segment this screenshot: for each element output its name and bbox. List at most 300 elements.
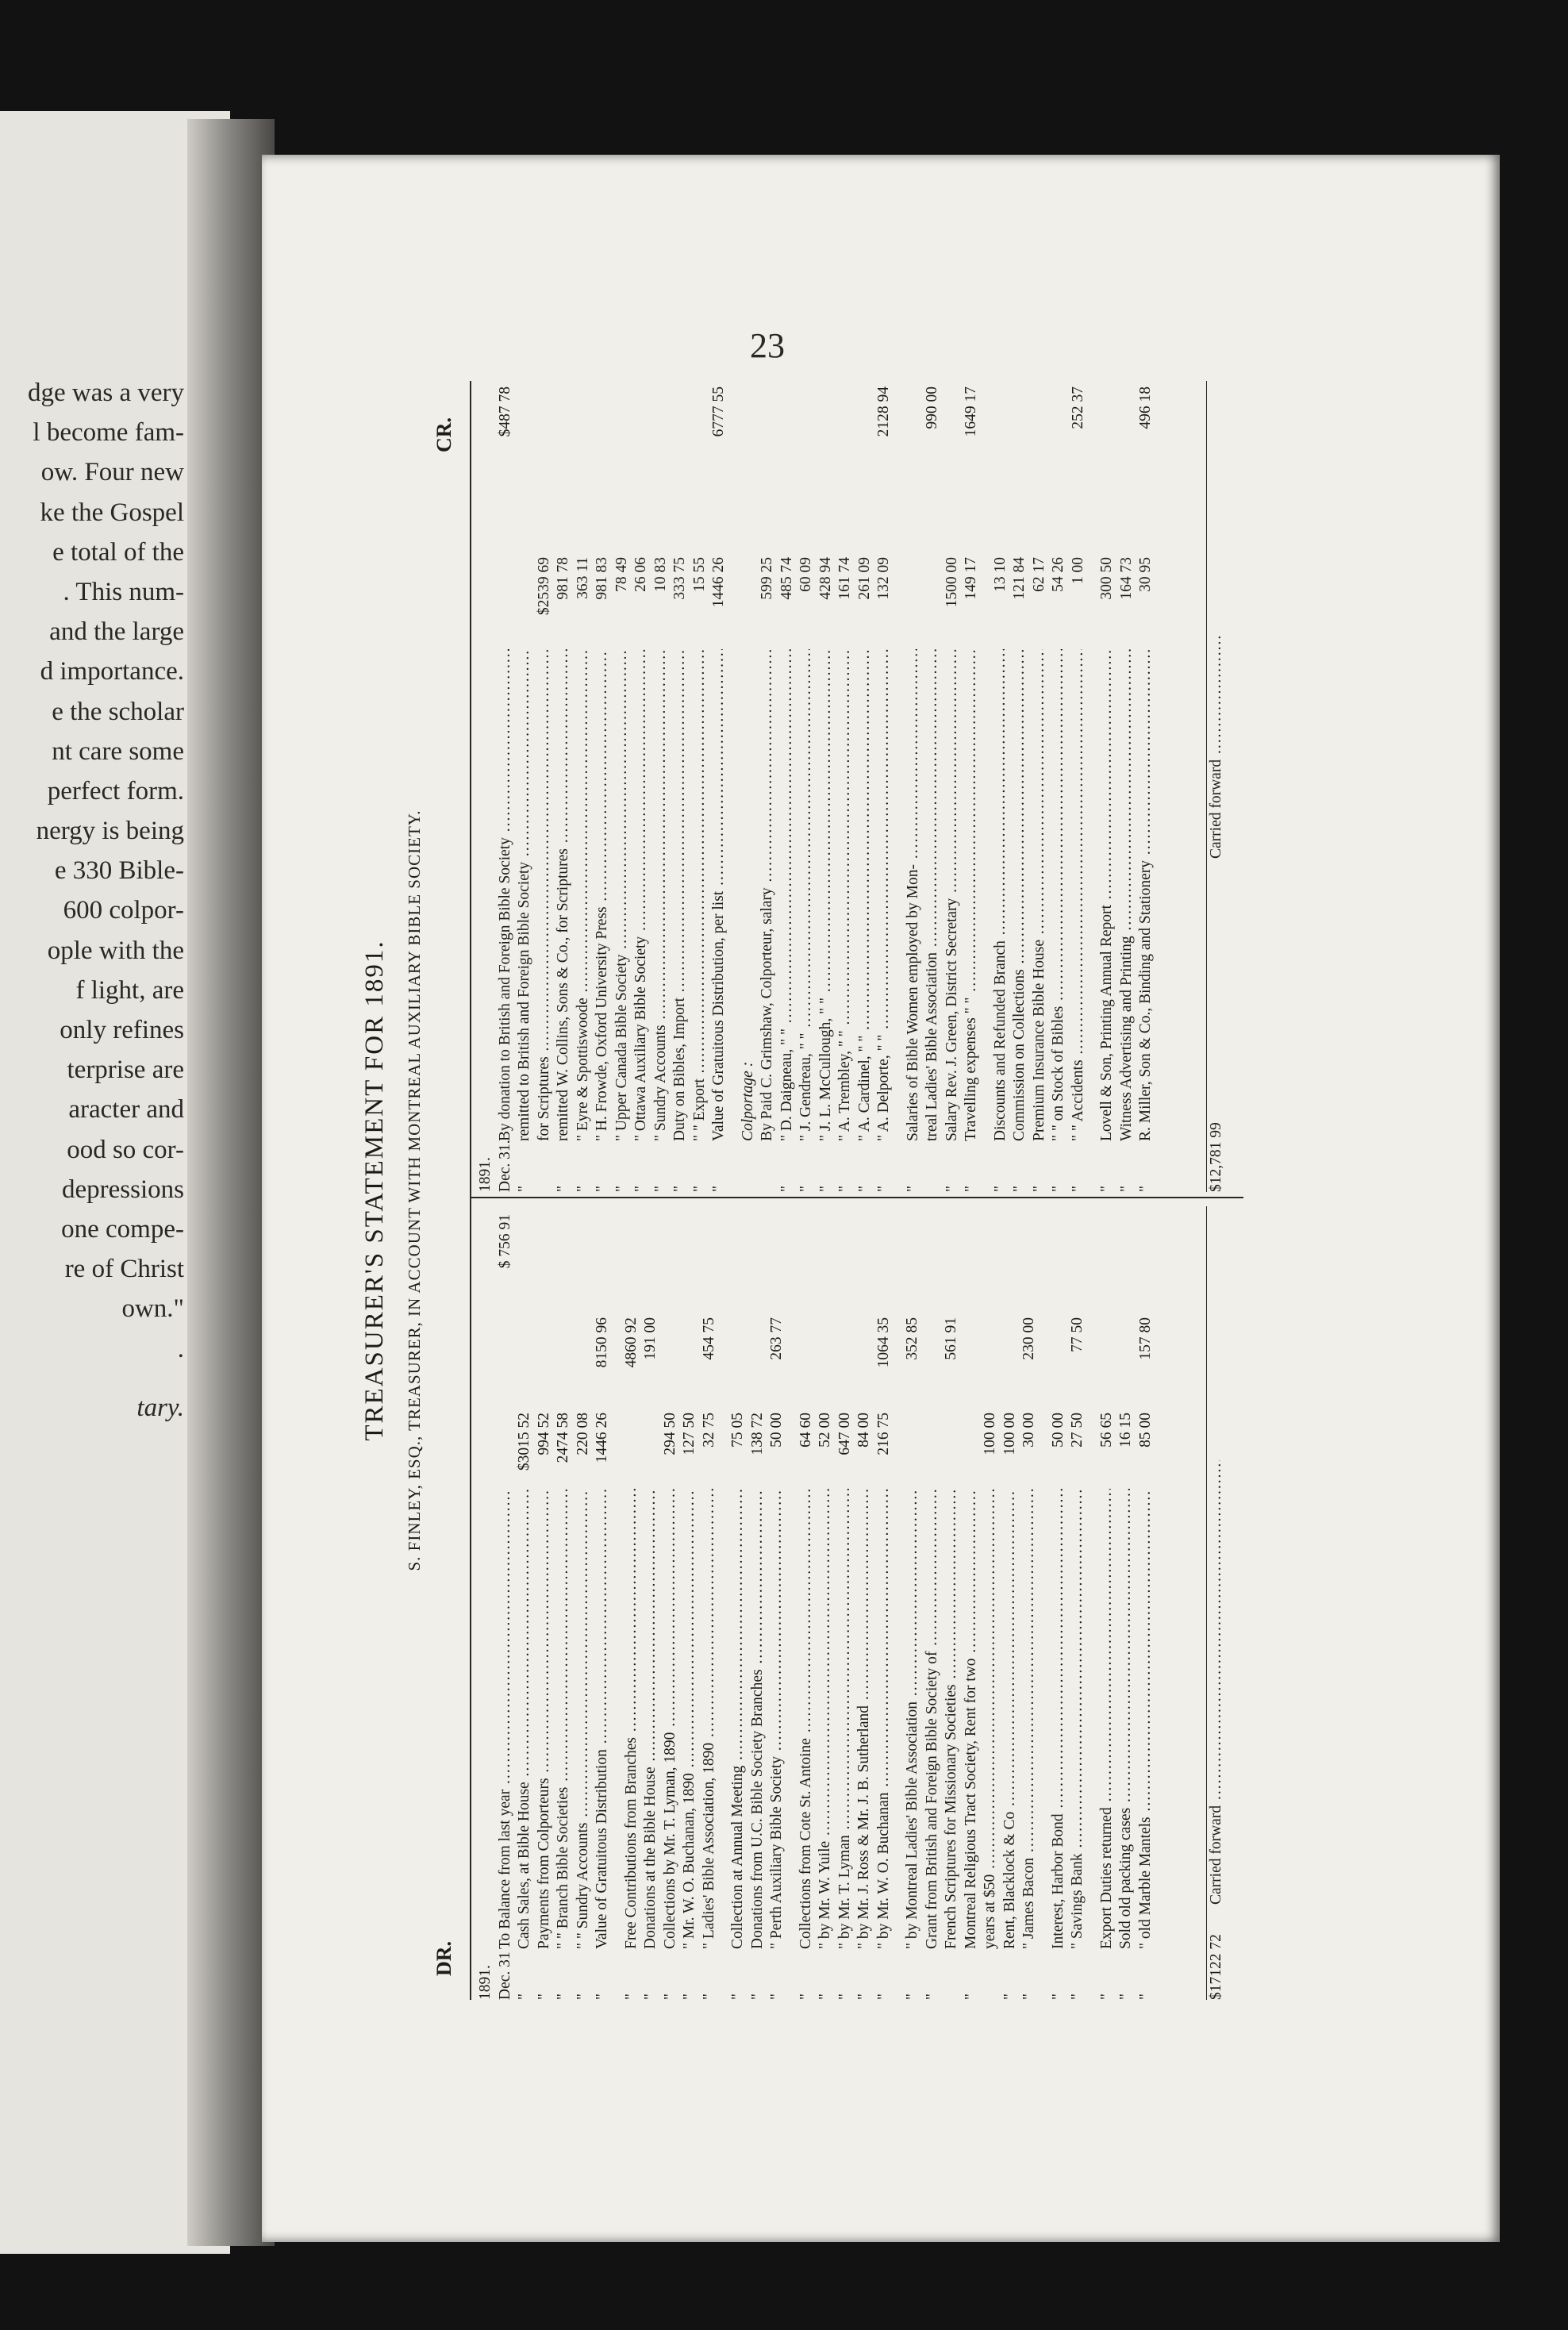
ledger-row [894,381,904,1192]
ledger-row [729,381,739,1192]
text-line: nergy is being [36,817,184,846]
entry-date: " [923,1994,940,2000]
entry-description: " Perth Auxiliary Bible Society ..... [767,1489,787,1949]
ledger-row [1020,1206,1040,2000]
entry-date: " [904,1186,921,1192]
entry-date: " [661,1994,678,2000]
entry-total: 252 37 [1069,386,1086,429]
ledger-row [797,1206,817,2000]
ledger-row [739,381,759,1192]
entry-amount: 333 75 [671,557,688,600]
entry-description: Lovell & Son, Printing Annual Report ..... [1097,649,1117,1141]
entry-description: " Sundry Accounts ..... [651,649,671,1141]
credit-column [476,381,1156,1192]
ledger-row [651,381,671,1192]
ledger-row [680,1206,700,2000]
entry-description: French Scriptures for Missionary Societies ..... [942,1489,962,1949]
entry-description: " Eyre & Spottiswoode ..... [574,649,594,1141]
entry-amount: 64 60 [797,1413,814,1448]
entry-description: Rent, Blacklock & Co ..... [1001,1489,1020,1949]
entry-date: " [632,1186,649,1192]
ledger-row [1116,1206,1136,2000]
entry-date: " [1098,1186,1115,1192]
entry-total: 6777 55 [710,386,727,437]
entry-date: " [651,1186,669,1192]
entry-date: " [874,1994,892,2000]
treasurer-statement [360,381,1270,2000]
text-line: aracter and [68,1095,184,1125]
entry-description: " by Mr. T. Lyman ..... [836,1489,855,1949]
entry-description: By donation to British and Foreign Bible Society ..... [496,649,516,1141]
ledger-row [632,381,651,1192]
entry-amount: 30 95 [1137,557,1154,592]
entry-description: " Upper Canada Bible Society ..... [613,649,632,1141]
entry-date: " [594,1994,610,2000]
ledger-row [1049,1206,1069,2000]
entry-date: " [516,1186,532,1192]
entry-total: 2128 94 [875,386,892,437]
entry-date: " [555,1186,571,1192]
entry-description: " by Mr. W. O. Buchanan ..... [874,1489,894,1949]
entry-description: " " Export ..... [690,649,710,1141]
entry-amount: 485 74 [778,557,795,600]
entry-date: " [594,1186,610,1192]
entry-date: " [574,1186,591,1192]
entry-amount: 15 55 [690,557,708,592]
entry-date: " [1117,1186,1135,1192]
entry-description: Discounts and Refunded Branch ..... [991,649,1011,1141]
entry-amount: 60 09 [797,557,814,592]
ledger-row [535,1206,555,2000]
entry-date: " [516,1994,532,2000]
entry-amount: 56 65 [1097,1413,1115,1448]
header-rule [470,381,471,2000]
entry-date: " [855,1186,873,1192]
text-line: re of Christ [64,1255,184,1284]
entry-description: Travelling expenses " " ..... [962,649,982,1141]
text-line: 600 colpor- [63,896,184,925]
entry-date: Dec. 31. [496,1140,513,1192]
ledger-row [1068,1206,1088,2000]
ledger-row [797,381,817,1192]
entry-total: $487 78 [496,386,513,437]
entry-date: " [817,1994,833,2000]
entry-amount: 2474 58 [555,1413,571,1463]
entry-description: Cash Sales, at Bible House ..... [515,1489,535,1949]
ledger-row [690,381,710,1192]
entry-amount: 599 25 [759,557,775,600]
entry-description: Collections by Mr. T. Lyman, 1890 ..... [661,1489,681,1949]
text-line: e total of the [52,537,184,567]
text-line: one compe- [61,1214,184,1244]
entry-date: " [768,1994,785,2000]
ledger-row [1049,381,1069,1192]
ledger-row [855,1206,874,2000]
statement-title: TREASURER'S STATEMENT FOR 1891. [360,940,389,1441]
entry-date: " [1011,1186,1028,1192]
entry-amount: 981 83 [594,557,610,600]
ledger-row [836,1206,855,2000]
ledger-row [903,1206,923,2000]
ledger-row [613,1206,622,2000]
entry-amount: 1446 26 [594,1413,610,1463]
ledger-row [728,1206,748,2000]
entry-amount: 85 00 [1136,1413,1154,1448]
entry-description: Value of Gratuitous Distribution, per list ..... [709,649,729,1141]
text-line: perfect form. [47,776,184,806]
ledger-row [641,1206,661,2000]
entry-amount: 100 00 [982,1413,998,1455]
entry-description: treal Ladies' Bible Association ..... [923,649,943,1141]
entry-amount: 149 17 [963,557,979,600]
ledger-row [1069,381,1089,1192]
entry-description: " by Mr. J. Ross & Mr. J. B. Sutherland ..... [855,1489,874,1949]
entry-amount: 16 15 [1117,1413,1134,1448]
entry-description: years at $50 ..... [981,1489,1001,1949]
entry-description: " by Mr. W. Yuile ..... [816,1489,836,1949]
carried-forward-amount: $12,781 99 [1208,1122,1224,1192]
entry-amount: 1446 26 [710,557,727,608]
text-line: . This num- [63,577,184,606]
entry-date: " [836,1994,853,2000]
text-line: terprise are [67,1055,184,1085]
ledger-row [787,1206,797,2000]
entry-amount: 26 06 [632,557,649,592]
entry-date: " [642,1994,659,2000]
entry-date: " [700,1994,717,2000]
entry-subtotal: 230 00 [1020,1317,1037,1360]
entry-subtotal: 157 80 [1136,1317,1154,1360]
text-line: ow. Four new [40,458,184,487]
text-line: nt care some [52,736,184,766]
entry-date: " [1069,1186,1086,1192]
entry-total: 1649 17 [963,386,979,437]
entry-amount: 164 73 [1117,557,1135,600]
entry-description: Salary Rev. J. Green, District Secretary ..... [943,649,963,1141]
entry-date: " [963,1186,979,1192]
entry-description: Premium Insurance Bible House ..... [1030,649,1050,1141]
ledger-row [1136,1206,1156,2000]
entry-description: Grant from British and Foreign Bible Society of ..... [923,1489,943,1949]
entry-description: " " Sundry Accounts ..... [574,1489,594,1949]
debit-column [476,1206,1155,2000]
ledger-row [894,1206,903,2000]
entry-description: remitted to British and Foreign Bible Society ..... [515,649,535,1141]
entry-date: " [778,1186,795,1192]
entry-description: Value of Gratuitous Distribution ..... [593,1489,613,1949]
entry-description: for Scriptures ..... [535,649,555,1141]
entry-date: " [535,1994,552,2000]
ledger-row [991,381,1011,1192]
entry-description: Salaries of Bible Women employed by Mon- ..... [904,649,924,1141]
entry-date: " [836,1186,853,1192]
entry-description: Export Duties returned ..... [1097,1489,1117,1949]
entry-subtotal: 1064 35 [874,1317,892,1368]
entry-date: " [1137,1186,1154,1192]
ledger-row [962,381,982,1192]
entry-subtotal: 8150 96 [594,1317,610,1368]
entry-description: Donations from U.C. Bible Society Branches ..... [748,1489,768,1949]
text-line: depressions [62,1175,184,1204]
entry-amount: 981 78 [555,557,571,600]
entry-amount: 428 94 [817,557,834,600]
carried-forward-label: Carried forward ..... [1207,1460,1227,1905]
entry-description: Free Contributions from Branches ..... [622,1489,642,1949]
entry-date: 1891. [477,1157,494,1192]
ledger-row [855,381,875,1192]
ledger-row [515,1206,535,2000]
entry-amount: 50 00 [768,1413,785,1448]
entry-date: " [574,1994,591,2000]
entry-date: " [855,1994,872,2000]
entry-amount: 161 74 [836,557,853,600]
entry-amount: 363 11 [574,557,591,599]
ledger-row [942,1206,962,2000]
center-rule [470,1197,1243,1198]
ledger-row [1088,381,1097,1192]
ledger-row [1136,381,1156,1192]
entry-description: R. Miller, Son & Co., Binding and Stationery ..... [1136,649,1156,1141]
entry-amount: 75 05 [729,1413,746,1448]
entry-amount: 52 00 [817,1413,833,1448]
entry-description: " by Montreal Ladies' Bible Association ..... [903,1489,923,1949]
entry-date: " [875,1186,892,1192]
statement-subtitle: S. FINLEY, ESQ., TREASURER, IN ACCOUNT WITH MONTREAL AUXILIARY BIBLE SOCIETY. [405,809,424,1571]
entry-amount: 300 50 [1098,557,1115,600]
ledger-row [904,381,924,1192]
ledger-row [767,1206,787,2000]
entry-description: Collection at Annual Meeting ..... [728,1489,748,1949]
entry-description: " J. L. McCullough, " " ..... [817,649,836,1141]
ledger-row [748,1206,768,2000]
text-line: ople with the [47,936,184,965]
entry-date: " [710,1186,727,1192]
ledger-row [817,381,836,1192]
ledger-row [1010,381,1030,1192]
text-line: e the scholar [52,697,184,726]
entry-description: By Paid C. Grimshaw, Colporteur, salary ..... [758,649,778,1141]
entry-description: " Ladies' Bible Association, 1890 ..... [700,1489,720,1949]
entry-total: 496 18 [1137,386,1154,429]
entry-amount: 10 83 [651,557,669,592]
entry-amount: 138 72 [748,1413,766,1455]
ledger-row [982,381,991,1192]
entry-amount: 54 26 [1050,557,1066,592]
entry-date: Dec. 31 [496,1951,513,2000]
entry-date: " [748,1994,766,2000]
ledger-row [496,381,516,1192]
entry-description: " J. Gendreau, " " ..... [797,649,817,1141]
text-line: ood so cor- [67,1135,184,1164]
entry-description: " " Branch Bible Societies ..... [554,1489,574,1949]
ledger-row [923,1206,943,2000]
entry-total: 990 00 [924,386,940,429]
entry-date: " [1020,1994,1037,2000]
ledger-row [554,1206,574,2000]
entry-description: " " Accidents ..... [1069,649,1089,1141]
entry-description: " D. Daigneau, " " ..... [778,649,797,1141]
entry-amount: 994 52 [535,1413,552,1455]
entry-description: Commission on Collections ..... [1010,649,1030,1141]
carried-forward-label: Carried forward ..... [1207,636,1227,859]
ledger-row [874,381,894,1192]
debit-label: DR. [432,1940,455,1976]
entry-subtotal: 191 00 [642,1317,659,1360]
ledger-row [1097,381,1117,1192]
entry-description: Donations at the Bible House ..... [641,1489,661,1949]
entry-description: " old Marble Mantels ..... [1136,1489,1156,1949]
ledger-row [574,381,594,1192]
entry-amount: 27 50 [1069,1413,1086,1448]
entry-description: Collections from Cote St. Antoine ..... [797,1489,817,1949]
entry-description: " A. Cardinel, " " ..... [855,649,875,1141]
page-number: 23 [750,326,785,365]
ledger-row [778,381,797,1192]
entry-date: " [1049,1994,1066,2000]
ledger-row [613,381,632,1192]
text-line: dge was a very [27,379,184,407]
ledger-row [719,1206,728,2000]
entry-date: " [613,1186,630,1192]
entry-date: " [1117,1994,1134,2000]
entry-date: " [622,1994,640,2000]
entry-date: " [962,1994,979,2000]
ledger-row [496,1206,516,2000]
ledger-row [874,1206,894,2000]
entry-amount: 78 49 [613,557,630,592]
entry-amount: 62 17 [1030,557,1047,592]
entry-date: " [1136,1994,1154,2000]
entry-date: " [729,1994,746,2000]
entry-date: " [991,1186,1009,1192]
entry-date: " [904,1994,920,2000]
ledger-row [476,381,496,1192]
signature-fragment: tary. [136,1393,184,1422]
ledger-row [1040,1206,1049,2000]
ledger-row [593,381,613,1192]
entry-date: " [943,1186,960,1192]
entry-date: " [797,1186,814,1192]
ledger-row [476,1206,496,2000]
entry-description: Payments from Colporteurs ..... [535,1489,555,1949]
ledger-row [981,1206,1001,2000]
entry-amount: 30 00 [1020,1413,1037,1448]
credit-carried-forward [1206,381,1231,1192]
ledger-row [535,381,555,1192]
text-line: f light, are [75,975,184,1005]
entry-date: 1891. [477,1965,494,2000]
entry-amount: 13 10 [991,557,1009,592]
entry-amount: 220 08 [574,1413,591,1455]
entry-description: " Savings Bank ..... [1068,1489,1088,1949]
entry-description: " James Bacon ..... [1020,1489,1040,1949]
entry-description: Colportage : [739,1061,756,1141]
entry-description: " H. Frowde, Oxford University Press ..... [593,649,613,1141]
entry-description: " A. Trembley, " " ..... [836,649,855,1141]
entry-description: " Mr. W. O. Buchanan, 1890 ..... [680,1489,700,1949]
ledger-row [1117,381,1137,1192]
entry-subtotal: 561 91 [943,1317,959,1360]
entry-description: " Ottawa Auxiliary Bible Society ..... [632,649,651,1141]
ledger-row [923,381,943,1192]
ledger-row [661,1206,681,2000]
entry-amount: 294 50 [661,1413,678,1455]
credit-label: CR. [432,417,455,452]
entry-subtotal: 4860 92 [622,1317,640,1368]
ledger-row [943,381,963,1192]
entry-total: $ 756 91 [496,1214,513,1269]
ledger-row [593,1206,613,2000]
carried-forward-amount: $17122 72 [1208,1934,1224,2000]
entry-amount: 216 75 [874,1413,892,1455]
text-line: only refines [60,1016,184,1044]
text-line: e 330 Bible- [54,856,184,886]
entry-date: " [555,1994,571,2000]
entry-description: " " on Stock of Bibles ..... [1049,649,1069,1141]
entry-description: Sold old packing cases ..... [1116,1489,1136,1949]
debit-carried-forward [1206,1206,1231,2000]
entry-description: Interest, Harbor Bond ..... [1049,1489,1069,1949]
entry-amount: 127 50 [681,1413,698,1455]
text-line: . [177,1334,184,1363]
entry-amount: 132 09 [875,557,892,600]
ledger-row [962,1206,982,2000]
entry-amount: 100 00 [1001,1413,1018,1455]
entry-date: " [1001,1994,1018,2000]
entry-amount: 1 00 [1069,557,1086,585]
entry-description: Witness Advertising and Printing ..... [1117,649,1137,1141]
entry-date: " [1050,1186,1066,1192]
entry-amount: $3015 52 [516,1413,532,1471]
ledger-row [1088,1206,1097,2000]
ledger-row [758,381,778,1192]
entry-date: " [681,1994,698,2000]
ledger-row [1030,381,1050,1192]
entry-description: remitted W. Collins, Sons & Co., for Scriptures ..... [554,649,574,1141]
text-line: own." [121,1294,184,1324]
entry-date: " [671,1186,688,1192]
entry-description: Duty on Bibles, Import ..... [671,649,690,1141]
ledger-row [554,381,574,1192]
entry-date: " [797,1994,814,2000]
entry-date: " [1069,1994,1086,2000]
entry-amount: 1500 00 [943,557,960,608]
ledger-row [622,1206,642,2000]
ledger-row [671,381,690,1192]
entry-subtotal: 352 85 [904,1317,920,1360]
entry-amount: 121 84 [1011,557,1028,600]
left-page-text [0,373,184,1428]
entry-date: " [1030,1186,1047,1192]
entry-date: " [1097,1994,1115,2000]
entry-amount: 84 00 [855,1413,872,1448]
entry-amount: $2539 69 [535,557,552,616]
entry-subtotal: 263 77 [768,1317,785,1360]
ledger-row [700,1206,720,2000]
entry-subtotal: 77 50 [1069,1317,1086,1352]
entry-description: To Balance from last year ..... [496,1489,516,1949]
entry-date: " [690,1186,708,1192]
ledger-row [574,1206,594,2000]
entry-amount: 50 00 [1049,1413,1066,1448]
ledger-row [1097,1206,1117,2000]
entry-amount: 647 00 [836,1413,853,1455]
ledger-row [709,381,729,1192]
text-line: ke the Gospel [40,498,184,527]
text-line: l become fam- [33,418,184,448]
ledger-row [515,381,535,1192]
ledger-row [836,381,855,1192]
